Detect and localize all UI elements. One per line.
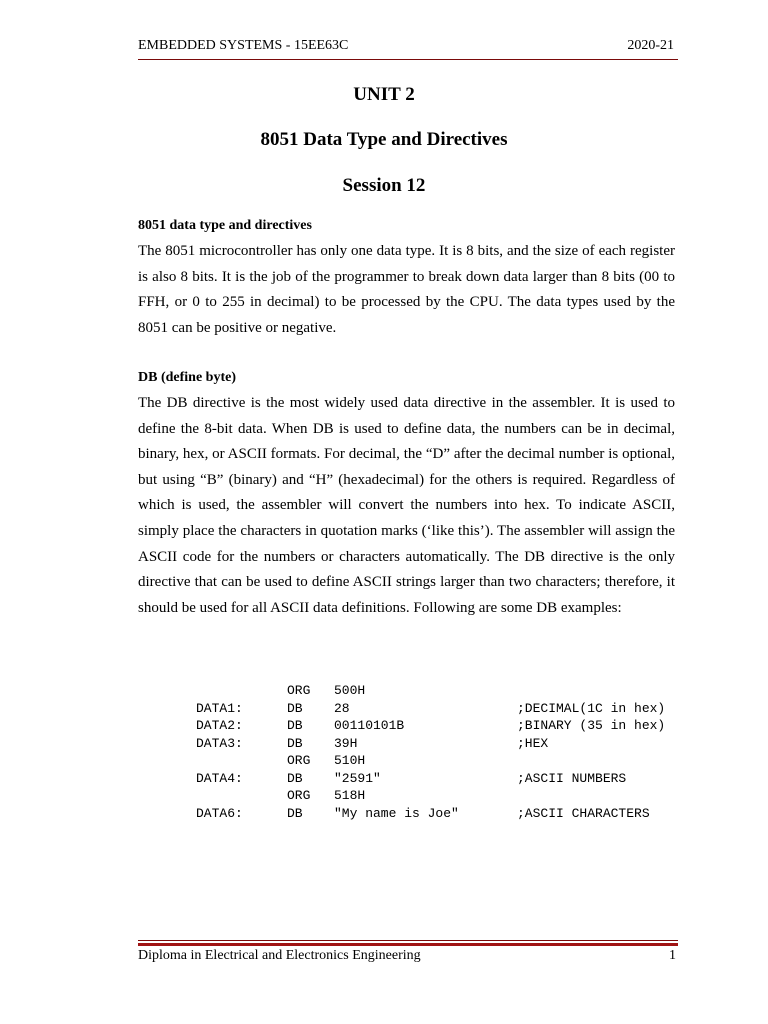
code-comment: ;ASCII NUMBERS: [517, 770, 627, 786]
code-operand: 28: [334, 700, 350, 716]
code-directive: DB: [287, 805, 303, 821]
code-line: [196, 770, 716, 788]
code-comment: ;ASCII CHARACTERS: [517, 805, 650, 821]
code-comment: ;HEX: [517, 735, 549, 751]
code-comment: ;BINARY (35 in hex): [517, 718, 666, 733]
code-line: [196, 700, 716, 718]
code-operand: "My name is Joe": [334, 805, 459, 821]
code-directive: DB: [287, 735, 303, 751]
code-operand: 00110101B: [334, 718, 405, 733]
header-rule: [138, 59, 678, 60]
page-header: [138, 38, 674, 60]
footer-program: Diploma in Electrical and Electronics Engineering: [138, 948, 421, 963]
page-number: 1: [669, 948, 676, 963]
code-directive: DB: [287, 700, 303, 716]
code-label: DATA3:: [196, 735, 243, 751]
code-label: DATA4:: [196, 770, 243, 786]
session-title: Session 12: [342, 175, 426, 196]
code-line: [196, 682, 716, 700]
paragraph-data-type: The 8051 microcontroller has only one data type. It is 8 bits, and the size of each register is also 8 bits. It is the job of the programmer to break down data larger than 8 bits (00 to FFH, or 0 to 255 in decimal) to be processed by the CPU. The data types used by the 8051 can be positive or negative.: [138, 243, 675, 336]
footer-rule-thick: [138, 943, 678, 946]
paragraph-db: The DB directive is the most widely used data directive in the assembler. It is used to define the 8-bit data. When DB is used to define data, the numbers can be in decimal, binary, hex, or ASCII formats. For decimal, the “D” after the decimal number is optional, but using “B” (binary) and “H” (hexadecimal) for the others is required. Regardless of which is used, the assembler will convert the numbers into hex. To indicate ASCII, simply place the characters in quotation marks (‘like this’). The assembler will assign the ASCII code for the numbers or characters automatically. The DB directive is the only directive that can be used to define ASCII strings larger than two characters; therefore, it should be used for all ASCII data definitions. Following are some DB examples:: [138, 395, 675, 616]
footer-rule-thin: [138, 940, 678, 941]
code-line: [196, 805, 716, 823]
topic-title: 8051 Data Type and Directives: [260, 129, 508, 150]
code-line: [196, 787, 716, 805]
unit-title: UNIT 2: [353, 84, 415, 105]
code-operand: "2591": [334, 770, 381, 786]
code-directive: DB: [287, 770, 303, 786]
code-directive: ORG: [287, 683, 311, 698]
code-line: [196, 735, 716, 753]
section-heading-data-type: 8051 data type and directives: [138, 218, 312, 233]
code-operand: 518H: [334, 788, 366, 803]
code-listing: [196, 682, 716, 822]
code-label: DATA2:: [196, 718, 243, 733]
code-line: [196, 717, 716, 735]
code-comment: ;DECIMAL(1C in hex): [517, 700, 666, 716]
code-operand: 510H: [334, 753, 366, 768]
code-directive: ORG: [287, 753, 311, 768]
code-line: [196, 752, 716, 770]
code-label: DATA1:: [196, 700, 243, 716]
page-footer: [138, 948, 676, 968]
code-operand: 39H: [334, 735, 358, 751]
header-year: 2020-21: [627, 38, 674, 53]
code-label: DATA6:: [196, 805, 243, 821]
code-directive: DB: [287, 718, 303, 733]
header-course: EMBEDDED SYSTEMS - 15EE63C: [138, 38, 349, 53]
code-operand: 500H: [334, 683, 366, 698]
section-heading-db: DB (define byte): [138, 370, 236, 385]
code-directive: ORG: [287, 788, 311, 803]
